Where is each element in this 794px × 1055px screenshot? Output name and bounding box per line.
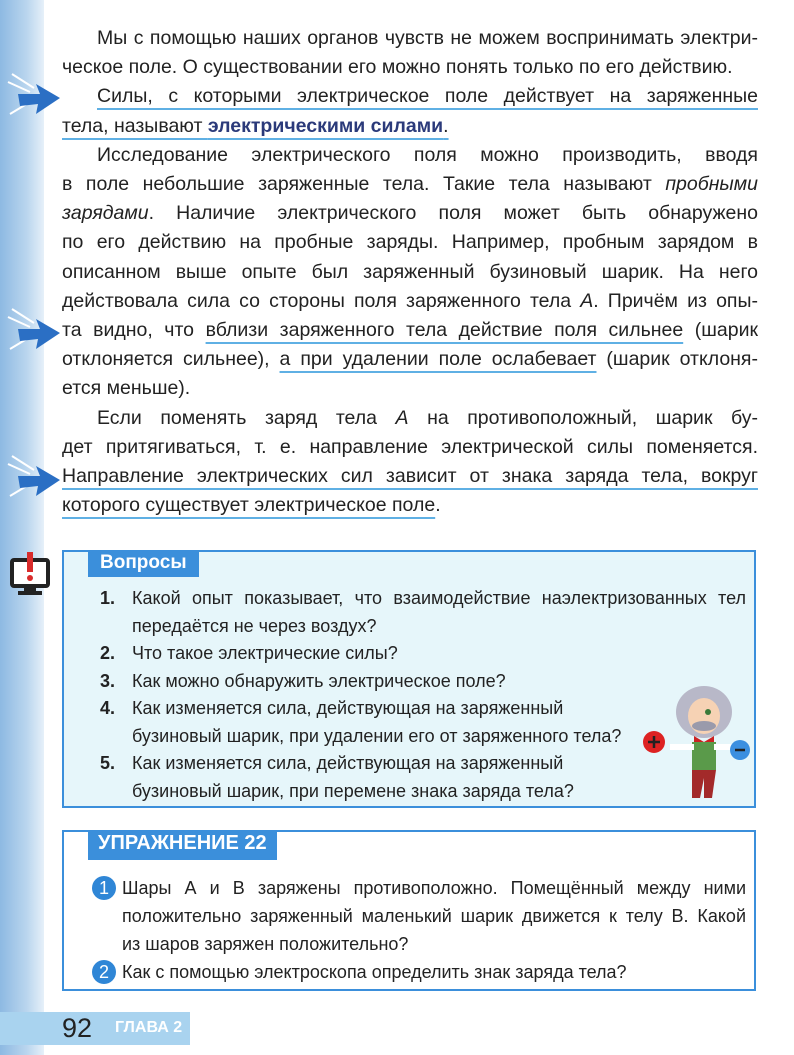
question-number: 4.	[100, 698, 116, 718]
text-segment: ется меньше).	[62, 377, 191, 400]
question-line: передаётся не через воздух?	[132, 615, 377, 636]
exercise-text	[122, 874, 746, 958]
text-line	[62, 462, 758, 491]
text-line	[62, 170, 758, 199]
main-text	[62, 24, 758, 520]
key-statement: вблизи заряженного тела действие поля сильнее	[205, 319, 684, 342]
question-line: Что такое электрические силы?	[132, 643, 398, 663]
text-segment: та видно, что	[62, 319, 206, 342]
exercise-line: Шары А и В заряжены противоположно. Помещённый между ними	[122, 878, 746, 898]
question-number: 1.	[100, 588, 116, 608]
question-line: Какой опыт показывает, что взаимодействие наэлектризованных тел	[132, 588, 746, 608]
text-segment: (шарик отклоня-	[596, 348, 758, 371]
question-line: Как можно обнаружить электрическое поле?	[132, 670, 506, 691]
term-highlight: электрическими силами	[207, 114, 444, 137]
key-statement: а при удалении поле ослабевает	[279, 348, 597, 371]
text-line	[62, 82, 758, 111]
question-number: 5.	[100, 753, 116, 773]
text-line	[62, 228, 758, 257]
exercise-text	[122, 958, 627, 986]
exercise-number-badge: 2	[92, 960, 116, 984]
key-statement: которого существует электрическое поле	[62, 494, 436, 517]
question-line: бузиновый шарик, при удалении его от заряженного тела?	[132, 725, 622, 746]
text-segment: пробными	[665, 173, 758, 196]
question-line: Как изменяется сила, действующая на заряженный	[132, 753, 564, 773]
text-line	[62, 404, 758, 433]
text-line	[62, 24, 758, 53]
key-point-arrow-icon	[4, 305, 64, 355]
text-segment: Если поменять заряд тела	[97, 406, 396, 429]
text-line	[62, 491, 758, 520]
text-segment: . Причём из опы-	[593, 289, 758, 312]
text-line	[62, 316, 758, 345]
key-statement: Направление электрических сил зависит от знака заряда тела, вокруг	[62, 465, 758, 488]
page-number: 92	[62, 1013, 93, 1043]
page-footer	[0, 1012, 190, 1045]
text-line	[62, 433, 758, 462]
question-line: бузиновый шарик, при перемене знака заряда тела?	[132, 780, 574, 801]
scientist-character-illustration	[632, 672, 752, 802]
key-statement: Силы, с которыми электрическое поле действует на заряженные	[97, 85, 758, 108]
paragraph	[62, 141, 758, 404]
text-segment: ческое поле. О существовании его можно понять только по его действию.	[62, 56, 733, 79]
questions-title: Вопросы	[88, 550, 199, 577]
exercise-title: УПРАЖНЕНИЕ 22	[88, 830, 277, 860]
question-number: 3.	[100, 670, 116, 691]
text-line	[62, 141, 758, 170]
text-segment: по его действию на пробные заряды. Например, пробным зарядом в	[62, 231, 758, 254]
exercise-line: Как с помощью электроскопа определить знак заряда тела?	[122, 962, 627, 982]
text-segment: на противоположный, шарик бу-	[408, 406, 758, 429]
key-statement: .	[443, 114, 449, 137]
text-line	[62, 287, 758, 316]
text-segment: описанном выше опыте был заряженный бузиновый шарик. На него	[62, 260, 758, 283]
text-line	[62, 345, 758, 374]
question-line: Как изменяется сила, действующая на заряженный	[132, 698, 564, 718]
paragraph	[62, 82, 758, 140]
question-number: 2.	[100, 643, 116, 663]
text-line	[62, 112, 758, 141]
text-segment: Мы с помощью наших органов чувств не можем воспринимать электри-	[97, 27, 758, 49]
exercise-item	[92, 958, 746, 986]
text-segment: действовала сила со стороны поля заряженного тела	[62, 289, 581, 312]
paragraph	[62, 24, 758, 82]
text-line	[62, 258, 758, 287]
text-segment: Исследование электрического поля можно производить, вводя	[97, 143, 758, 166]
text-line	[62, 199, 758, 228]
exercise-line: положительно заряженный маленький шарик движется к телу В. Какой	[122, 906, 746, 926]
question-item	[100, 640, 746, 668]
text-segment: . Наличие электрического поля может быть обнаружено	[148, 202, 758, 225]
key-statement: тела, называют	[62, 114, 208, 137]
key-point-arrow-icon	[4, 452, 64, 502]
monitor-alert-icon	[10, 552, 50, 598]
text-line	[62, 53, 758, 82]
chapter-label: ГЛАВА 2	[115, 1019, 183, 1036]
exercise-item	[92, 874, 746, 958]
exercise-number-badge: 1	[92, 876, 116, 900]
text-segment: А	[395, 406, 409, 429]
paragraph	[62, 404, 758, 521]
text-segment: .	[435, 494, 441, 517]
exercise-line: из шаров заряжен положительно?	[122, 934, 409, 954]
question-text	[132, 585, 746, 640]
page-margin-strip	[0, 0, 44, 1055]
exercise-box	[62, 830, 756, 991]
text-segment: А	[580, 289, 594, 312]
text-line	[62, 374, 758, 403]
question-text	[132, 640, 746, 668]
text-segment: (шарик	[683, 319, 758, 342]
question-item	[100, 585, 746, 640]
text-segment: дет притягиваться, т. е. направление электрической силы поменяется.	[62, 435, 758, 458]
exercise-list	[92, 874, 746, 986]
text-segment: в поле небольшие заряженные тела. Такие тела называют	[62, 173, 666, 196]
text-segment: отклоняется сильнее),	[62, 348, 280, 371]
key-point-arrow-icon	[4, 70, 64, 120]
text-segment: зарядами	[62, 202, 149, 225]
